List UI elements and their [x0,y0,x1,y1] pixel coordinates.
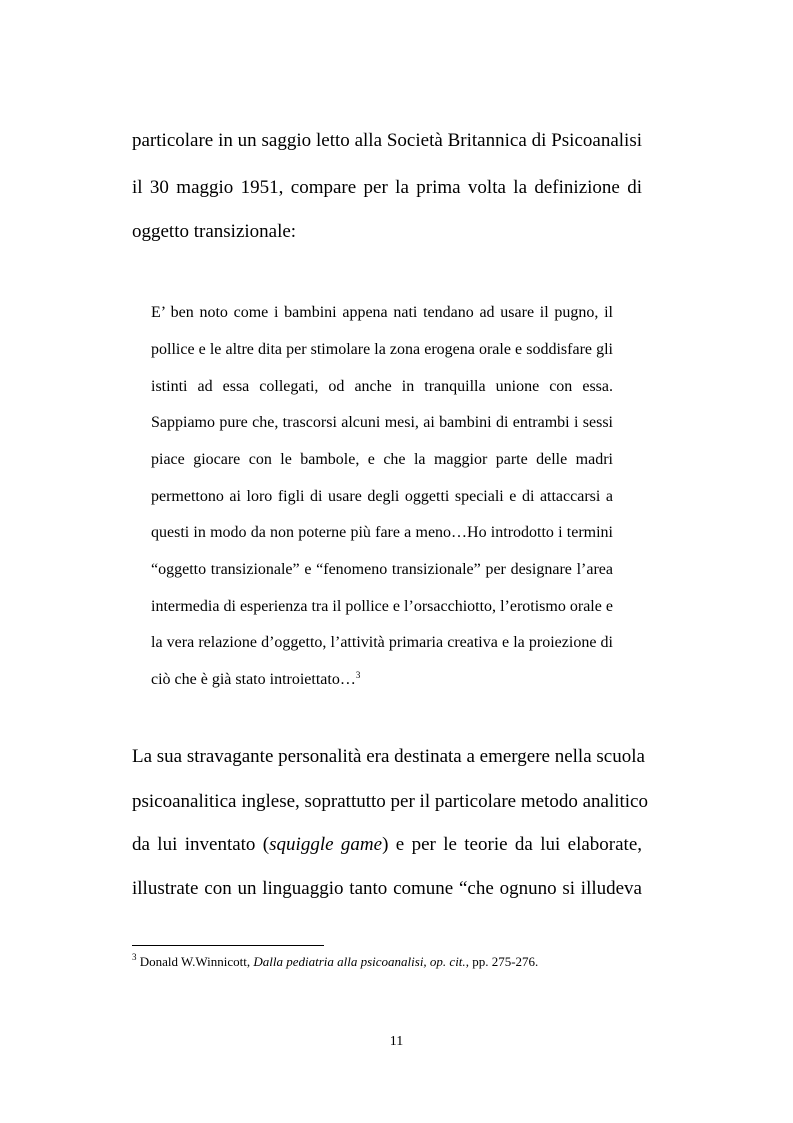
footnote-title: Dalla pediatria alla psicoanalisi, op. cit. [253,954,466,969]
body-line: psicoanalitica inglese, soprattutto per il particolare metodo analitico [132,791,648,812]
footnote-number: 3 [132,952,137,962]
quote-line: piace giocare con le bambole, e che la maggior parte delle madri [151,451,613,468]
text-after: ) e per le teorie da lui elaborate, [382,834,642,855]
footnote-pages: , pp. 275-276. [465,954,539,969]
quote-line: permettono ai loro figli di usare degli oggetti speciali e di attaccarsi a [151,488,613,505]
footnote-author: Donald W.Winnicott, [139,954,251,969]
quote-text: ciò che è già stato introiettato… [151,671,356,688]
quote-line-last [151,671,613,689]
italic-term: squiggle game [269,834,383,855]
body-line: illustrate con un linguaggio tanto comune “che ognuno si illudeva [132,878,642,899]
quote-line: Sappiamo pure che, trascorsi alcuni mesi, ai bambini di entrambi i sessi [151,414,613,431]
quote-line: pollice e le altre dita per stimolare la zona erogena orale e soddisfare gli [151,341,613,358]
footnote-reference[interactable]: 3 [355,670,361,680]
quote-line: intermedia di esperienza tra il pollice e l’orsacchiotto, l’erotismo orale e [151,598,613,615]
quote-line: la vera relazione d’oggetto, l’attività primaria creativa e la proiezione di [151,634,613,651]
body-line: La sua stravagante personalità era destinata a emergere nella scuola [132,746,645,767]
footnote [132,954,538,970]
body-line: particolare in un saggio letto alla Società Britannica di Psicoanalisi [132,130,642,151]
quote-line: E’ ben noto come i bambini appena nati tendano ad usare il pugno, il [151,304,613,321]
body-line: oggetto transizionale: [132,221,297,242]
page-number: 11 [389,1034,404,1049]
footnote-separator [132,945,324,946]
body-line: il 30 maggio 1951, compare per la prima volta la definizione di [132,177,642,198]
quote-line: “oggetto transizionale” e “fenomeno transizionale” per designare l’area [151,561,613,578]
text-before: da lui inventato ( [132,834,270,855]
body-line-with-italic [132,834,642,856]
quote-line: questi in modo da non poterne più fare a meno…Ho introdotto i termini [151,524,613,541]
quote-line: istinti ad essa collegati, od anche in tranquilla unione con essa. [151,378,613,395]
